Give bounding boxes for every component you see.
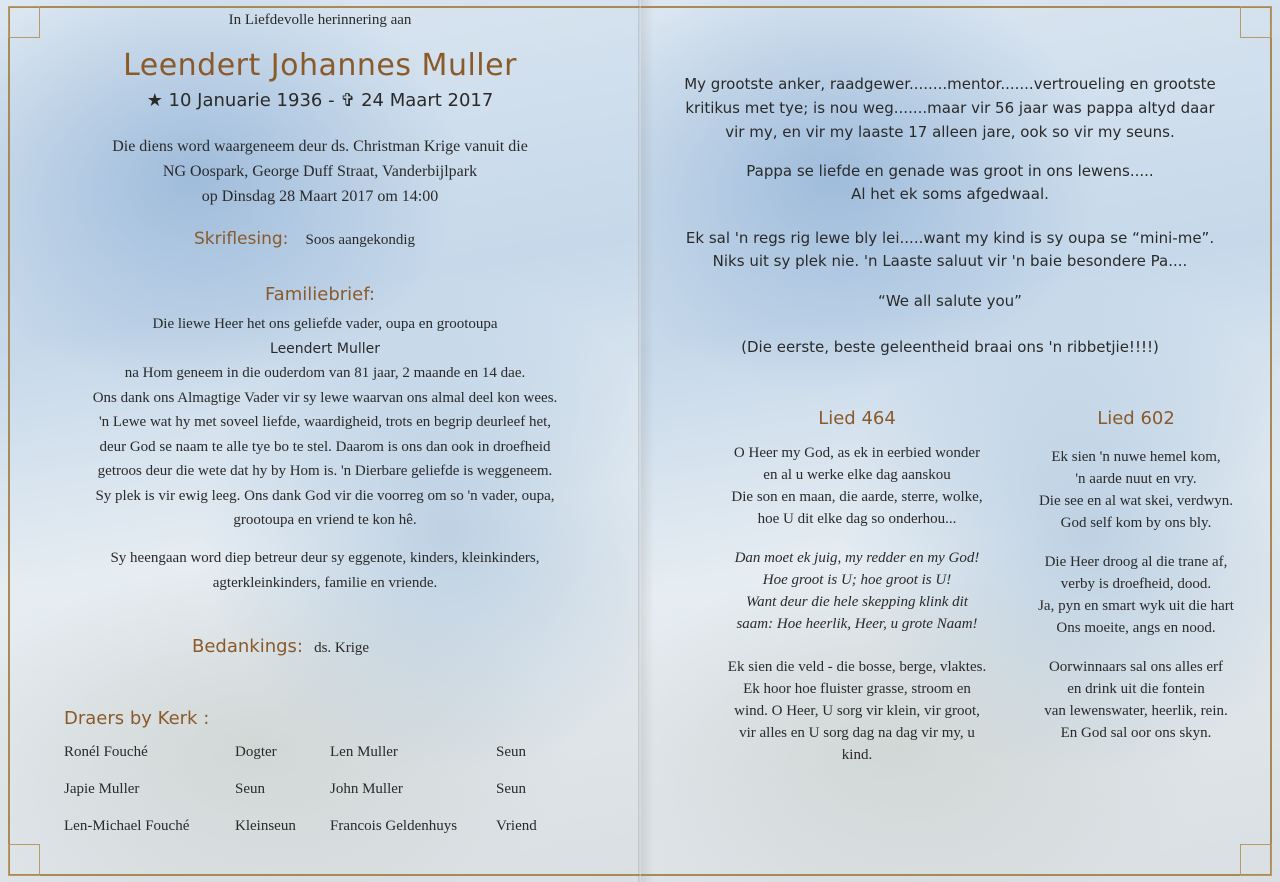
hymn-602-verse: [1020, 551, 1252, 639]
service-line: Die diens word waargeneem deur ds. Christman Krige vanuit die: [112, 138, 528, 155]
bearer-relation: Dogter: [235, 744, 277, 760]
hymn-line: O Heer my God, as ek in eerbied wonder: [733, 445, 981, 461]
bearer-row: [64, 744, 584, 781]
bearer-name: John Muller: [330, 781, 403, 797]
bearer-name: Len-Michael Fouché: [64, 818, 190, 834]
thanks-row: [192, 636, 369, 657]
letter-line: Sy plek is vir ewig leeg. Ons dank God vir die voorreg om so 'n vader, oupa,: [95, 487, 555, 504]
bearer-relation: Seun: [496, 781, 526, 797]
hymn-602-verse: [1020, 446, 1252, 534]
hymn-line: wind. O Heer, U sorg vir klein, vir groot,: [734, 703, 980, 719]
love-line: Al het ek soms afgedwaal.: [851, 185, 1049, 203]
legacy-line: Ek sal 'n regs rig lewe bly lei.....want my kind is sy oupa se “mini-me”.: [685, 229, 1215, 247]
hymn-602-title: Lied 602: [1097, 408, 1175, 429]
tribute-line: My grootste anker, raadgewer........mentor.......vertroueling en grootste: [684, 75, 1216, 93]
bearer-name: Francois Geldenhuys: [330, 818, 458, 834]
legacy-text: [660, 227, 1240, 273]
family-letter: [40, 312, 610, 533]
letter-line: deur God se naam te alle tye bo te stel. Daarom is ons dan ook in droefheid: [99, 438, 551, 455]
bearer-name: Japie Muller: [64, 781, 140, 797]
legacy-line: Niks uit sy plek nie. 'n Laaste saluut vir 'n baie besondere Pa....: [712, 252, 1188, 270]
hymn-line: verby is droefheid, dood.: [1060, 576, 1212, 592]
bearer-name: Len Muller: [330, 744, 398, 760]
family-letter-heading: Familiebrief:: [264, 284, 375, 305]
tribute-text: [660, 72, 1240, 144]
hymn-line: Ja, pyn en smart wyk uit die hart: [1038, 598, 1234, 614]
bearer-relation: Seun: [496, 744, 526, 760]
corner-ornament: [1240, 844, 1272, 876]
hymn-line: Oorwinnaars sal ons alles erf: [1048, 659, 1224, 675]
hymn-line: Die son en maan, die aarde, sterre, wolke,: [731, 489, 983, 505]
letter-line: Leendert Muller: [270, 340, 380, 357]
letter-line: Die liewe Heer het ons geliefde vader, oupa en grootoupa: [152, 316, 498, 332]
hymn-line: Ons moeite, angs en nood.: [1056, 620, 1216, 636]
thanks-value: ds. Krige: [314, 640, 370, 656]
tribute-line: kritikus met tye; is nou weg.......maar vir 56 jaar was pappa altyd daar: [685, 99, 1215, 117]
hymn-464-verse: [662, 656, 1052, 766]
hymn-line: Hoe groot is U; hoe groot is U!: [762, 572, 952, 588]
hymn-line: en al u werke elke dag aanskou: [763, 467, 951, 483]
bearer-relation: Kleinseun: [235, 818, 296, 834]
bearers-table: [64, 744, 584, 855]
letter-line: grootoupa en vriend te kon hê.: [233, 512, 417, 528]
scripture-value: Soos aangekondig: [305, 232, 416, 248]
hymn-line: hoe U dit elke dag so onderhou...: [757, 511, 957, 527]
service-line: op Dinsdag 28 Maart 2017 om 14:00: [201, 188, 439, 205]
hymn-line: Die Heer droog al die trane af,: [1044, 554, 1228, 570]
mourned-line: Sy heengaan word diep betreur deur sy eggenote, kinders, kleinkinders,: [110, 550, 540, 566]
letter-line: na Hom geneem in die ouderdom van 81 jaar, 2 maande en 14 dae.: [124, 365, 526, 381]
hymn-line: vir alles en U sorg dag na dag vir my, u: [739, 725, 975, 741]
hymn-line: Die see en al wat skei, verdwyn.: [1038, 493, 1234, 509]
scripture-label: Skriflesing:: [194, 229, 289, 249]
letter-line: Ons dank ons Almagtige Vader vir sy lewe waarvan ons almal deel kon wees.: [92, 389, 558, 406]
hymn-line: en drink uit die fontein: [1067, 681, 1205, 697]
service-line: NG Oospark, George Duff Straat, Vanderbijlpark: [162, 163, 478, 180]
mourned-line: agterkleinkinders, familie en vriende.: [212, 575, 438, 591]
corner-ornament: [1240, 6, 1272, 38]
letter-line: getroos deur die wete dat hy by Hom is. 'n Dierbare geliefde is weggeneem.: [97, 463, 553, 479]
hymn-line: Want deur die hele skepping klink dit: [746, 594, 968, 610]
intro-line: In Liefdevolle herinnering aan: [228, 12, 412, 28]
hymn-464-title: Lied 464: [818, 408, 896, 429]
hymn-line: 'n aarde nuut en vry.: [1075, 471, 1197, 487]
hymn-464-chorus: [662, 547, 1052, 635]
hymn-line: Ek sien die veld - die bosse, berge, vlaktes.: [727, 659, 987, 675]
hymn-line: Ek hoor hoe fluister grasse, stroom en: [743, 681, 971, 697]
life-dates: ★ 10 Januarie 1936 - ✞ 24 Maart 2017: [146, 90, 494, 111]
bearer-relation: Seun: [235, 781, 265, 797]
thanks-label: Bedankings:: [192, 636, 303, 657]
hymn-line: En God sal oor ons skyn.: [1060, 725, 1212, 741]
bearer-relation: Vriend: [496, 818, 537, 834]
love-line: Pappa se liefde en genade was groot in ons lewens.....: [746, 162, 1154, 180]
hymn-line: kind.: [841, 747, 873, 763]
right-page: [640, 0, 1280, 882]
service-details: [0, 134, 640, 209]
bearers-heading: Draers by Kerk :: [64, 708, 210, 729]
hymn-464-verse: [662, 442, 1052, 530]
bearer-row: [64, 781, 584, 818]
bearer-row: [64, 818, 584, 855]
salute-quote: “We all salute you”: [878, 292, 1022, 310]
mourned-by: [20, 546, 630, 596]
tribute-line: vir my, en vir my laaste 17 alleen jare, ook so vir my seuns.: [725, 123, 1175, 141]
corner-ornament: [8, 844, 40, 876]
scripture-row: [194, 229, 415, 249]
deceased-name: Leendert Johannes Muller: [123, 48, 517, 83]
bearer-name: Ronél Fouché: [64, 744, 148, 760]
hymn-line: Ek sien 'n nuwe hemel kom,: [1051, 449, 1221, 465]
fold-crease: [638, 0, 641, 882]
love-text: [660, 160, 1240, 206]
hymn-line: van lewenswater, heerlik, rein.: [1044, 703, 1228, 719]
braai-note: (Die eerste, beste geleentheid braai ons 'n ribbetjie!!!!): [741, 338, 1159, 356]
hymn-line: God self kom by ons bly.: [1060, 515, 1212, 531]
hymn-602-verse: [1020, 656, 1252, 744]
hymn-line: Dan moet ek juig, my redder en my God!: [734, 550, 980, 566]
letter-line: 'n Lewe wat hy met soveel liefde, waardigheid, trots en begrip deurleef het,: [98, 414, 552, 430]
hymn-line: saam: Hoe heerlik, Heer, u grote Naam!: [736, 616, 978, 632]
